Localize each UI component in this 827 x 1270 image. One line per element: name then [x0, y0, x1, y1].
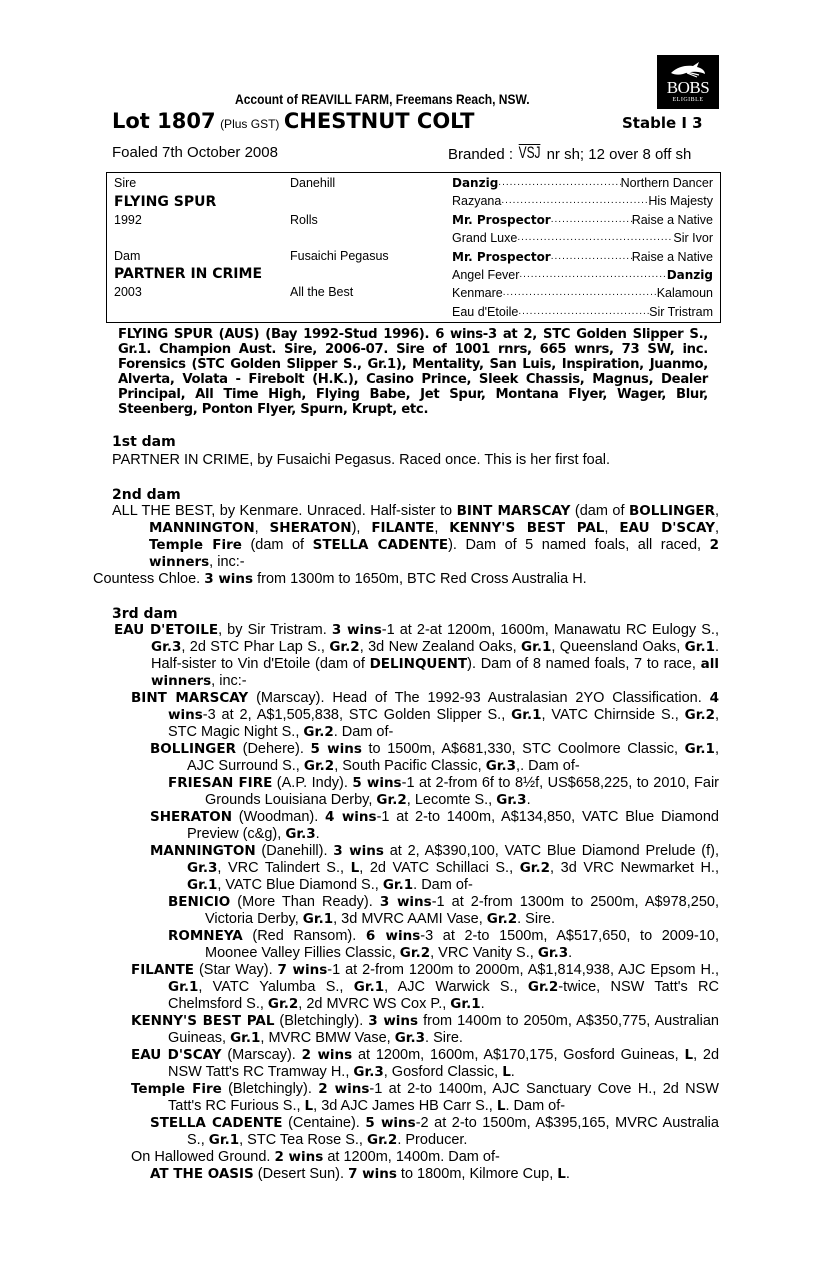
dot-leader [551, 248, 632, 266]
entry-text: -1 at 2-from 1200m to 2000m, A$1,814,938, AJC Epsom H., [327, 962, 719, 978]
entry-text: , 2d NSW Tatt's RC Tramway H., [168, 1047, 720, 1080]
ancestor-sire-name: His Majesty [648, 194, 713, 209]
entry-text: . Dam of- [413, 877, 473, 893]
highlighted-name: KENNY'S BEST PAL [131, 1013, 275, 1029]
pedigree-entry [131, 1149, 719, 1166]
grandsire-2: Fusaichi Pegasus [290, 249, 389, 263]
entry-text: . [526, 792, 531, 808]
entry-text: , 2d VATC Schillaci S., [359, 860, 520, 876]
entry-text: to 1500m, A$681,330, STC Coolmore Classic, [361, 741, 685, 757]
entry-text: to 1800m, Kilmore Cup, [396, 1166, 558, 1182]
entry-text: , 2d STC Phar Lap S., [181, 639, 330, 655]
highlighted-name: all winners [151, 656, 719, 689]
pedigree-entry [150, 741, 719, 775]
entry-text: , MVRC BMW Vase, [260, 1030, 395, 1046]
highlighted-name: 2 winners [149, 537, 719, 570]
entry-text: . [480, 996, 485, 1012]
highlighted-name: Gr.3 [285, 826, 316, 842]
entry-text: -2 at 2-to 1500m, A$395,165, MVRC Australia S., [187, 1115, 719, 1148]
pedigree-ancestor-row [452, 229, 713, 247]
highlighted-name: Gr.3 [151, 639, 182, 655]
highlighted-name: 2 wins [301, 1047, 353, 1063]
entry-text: . Half-sister to Vin d'Etoile (dam of [151, 639, 719, 672]
ancestor-sire-name: Raise a Native [631, 249, 713, 264]
entry-text: (Bletchingly). [221, 1081, 319, 1097]
ancestor-name: Razyana [452, 194, 502, 209]
dot-leader [519, 266, 666, 284]
highlighted-name: SHERATON [150, 809, 233, 825]
entry-text: . [565, 1166, 570, 1182]
highlighted-name: Gr.3 [537, 945, 569, 961]
sire-name: FLYING SPUR [114, 194, 217, 210]
highlighted-name: DELINQUENT [369, 656, 468, 672]
entry-text: at 1200m, 1400m. Dam of- [323, 1149, 500, 1165]
sire-label: Sire [114, 176, 137, 190]
second-dam-heading: 2nd dam [112, 487, 181, 503]
entry-text: -1 at 2-to 1400m, A$134,850, VATC Blue Diamond Preview (c&g), [187, 809, 719, 842]
highlighted-name: SHERATON [269, 520, 352, 536]
entry-text: at 1200m, 1600m, A$170,175, Gosford Guineas, [352, 1047, 685, 1063]
highlighted-name: EAU D'ETOILE [114, 622, 219, 638]
entry-text: . [510, 1064, 515, 1080]
entry-text: , Gosford Classic, [383, 1064, 503, 1080]
highlighted-name: BOLLINGER [150, 741, 236, 757]
pedigree-entry [168, 894, 719, 928]
highlighted-name: FILANTE [131, 962, 195, 978]
highlighted-name: FILANTE [371, 520, 435, 536]
lot-description: CHESTNUT COLT [283, 109, 475, 133]
entry-text: ALL THE BEST, by Kenmare. Unraced. Half-sister to [112, 503, 457, 519]
dot-leader [518, 303, 649, 321]
highlighted-name: 7 wins [277, 962, 328, 978]
highlighted-name: 6 wins [365, 928, 421, 944]
third-dam-heading: 3rd dam [112, 606, 178, 622]
highlighted-name: Gr.2 [303, 758, 335, 774]
entry-text: , inc:- [211, 673, 247, 689]
highlighted-name: 4 wins [168, 690, 719, 723]
entry-text: , 3d MVRC AAMI Vase, [333, 911, 487, 927]
highlighted-name: Gr.2 [366, 1132, 398, 1148]
entry-text: , Queensland Oaks, [551, 639, 685, 655]
ancestor-sire-name: Northern Dancer [620, 176, 713, 190]
plus-gst-note: (Plus GST) [220, 117, 280, 131]
highlighted-name: Gr.2 [376, 792, 407, 808]
pedigree-table [106, 172, 721, 323]
entry-text: , VATC Chirnside S., [541, 707, 685, 723]
entry-text: (Bletchingly). [274, 1013, 369, 1029]
entry-text: , 3d AJC James HB Carr S., [313, 1098, 497, 1114]
entry-text: ). Dam of 8 named foals, 7 to race, [467, 656, 701, 672]
entry-text: ), [351, 520, 372, 536]
highlighted-name: EAU D'SCAY [619, 520, 715, 536]
ancestor-name: Angel Fever [452, 268, 520, 282]
entry-text: (More Than Ready). [230, 894, 380, 910]
dot-leader [501, 192, 648, 210]
entry-text: (Desert Sun). [253, 1166, 349, 1182]
entry-text: , South Pacific Classic, [334, 758, 486, 774]
pedigree-entry [131, 1081, 719, 1115]
bobs-eligible-logo [657, 55, 719, 109]
highlighted-name: MANNINGTON [150, 843, 256, 859]
pedigree-entry [131, 1013, 719, 1047]
entry-text: , STC Magic Night S., [168, 707, 719, 740]
entry-text: (Danehill). [255, 843, 334, 859]
dot-leader [517, 229, 673, 247]
entry-text: . Producer. [397, 1132, 468, 1148]
highlighted-name: Gr.3 [353, 1064, 384, 1080]
highlighted-name: Gr.1 [353, 979, 385, 995]
entry-text: -1 at 2-at 1200m, 1600m, Manawatu RC Eulogy S., [381, 622, 719, 638]
highlighted-name: STELLA CADENTE [150, 1115, 283, 1131]
branded-label: Branded : [448, 146, 514, 163]
highlighted-name: L [304, 1098, 314, 1114]
logo-subtitle: ELIGIBLE [672, 97, 704, 103]
entry-text: (Red Ransom). [242, 928, 366, 944]
highlighted-name: STELLA CADENTE [312, 537, 449, 553]
highlighted-name: Gr.2 [519, 860, 551, 876]
highlighted-name: L [557, 1166, 566, 1182]
highlighted-name: 5 wins [310, 741, 362, 757]
dot-leader [498, 174, 620, 192]
highlighted-name: Gr.2 [329, 639, 360, 655]
pedigree-ancestor-row [452, 266, 713, 284]
entry-text: (Marscay). [221, 1047, 302, 1063]
highlighted-name: BINT MARSCAY [131, 690, 249, 706]
entry-text: On Hallowed Ground. [131, 1149, 275, 1165]
entry-text: (Dehere). [236, 741, 311, 757]
highlighted-name: 3 wins [331, 622, 382, 638]
entry-text: , 3d VRC Newmarket H., [550, 860, 719, 876]
dot-leader [503, 284, 657, 302]
highlighted-name: Gr.2 [684, 707, 715, 723]
highlighted-name: AT THE OASIS [150, 1166, 254, 1182]
pedigree-entry [168, 775, 719, 809]
highlighted-name: L [350, 860, 360, 876]
highlighted-name: 5 wins [365, 1115, 416, 1131]
highlighted-name: Gr.2 [486, 911, 518, 927]
pedigree-entry [112, 503, 719, 571]
highlighted-name: 3 wins [379, 894, 432, 910]
bobs-horse-logo-icon [669, 59, 707, 79]
ancestor-name: Danzig [452, 176, 499, 190]
entry-text: . Sire. [517, 911, 555, 927]
highlighted-name: MANNINGTON [149, 520, 255, 536]
highlighted-name: Gr.1 [230, 1030, 261, 1046]
highlighted-name: BINT MARSCAY [456, 503, 571, 519]
entry-text: (Centaine). [282, 1115, 366, 1131]
pedigree-ancestor-row [452, 211, 713, 229]
highlighted-name: L [502, 1064, 511, 1080]
entry-text: Countess Chloe. [93, 571, 205, 587]
highlighted-name: Gr.2 [267, 996, 299, 1012]
entry-text: -1 at 2-from 6f to 8½f, US$658,225, to 2010, Fair Grounds Louisiana Derby, [205, 775, 719, 808]
entry-text: , [714, 503, 720, 519]
entry-text: (Star Way). [194, 962, 278, 978]
entry-text: ,. Dam of- [516, 758, 580, 774]
entry-text: , 2d MVRC WS Cox P., [298, 996, 451, 1012]
entry-text: -twice, NSW Tatt's RC Chelmsford S., [168, 979, 719, 1012]
pedigree-entry [114, 622, 719, 690]
highlighted-name: ROMNEYA [168, 928, 243, 944]
entry-text: , 3d New Zealand Oaks, [359, 639, 522, 655]
account-line: Account of REAVILL FARM, Freemans Reach, NSW. [235, 91, 530, 107]
pedigree-entry [131, 962, 719, 1013]
dam-name: PARTNER IN CRIME [114, 266, 263, 282]
logo-title: BOBS [666, 78, 710, 97]
dam-label: Dam [114, 249, 141, 263]
ancestor-sire-name: Raise a Native [631, 212, 713, 227]
entry-text: , [714, 520, 720, 536]
granddam-1: Rolls [290, 213, 318, 227]
ancestor-name: Mr. Prospector [452, 212, 551, 227]
highlighted-name: Gr.3 [187, 860, 218, 876]
entry-text: (dam of [241, 537, 313, 553]
entry-text: . [315, 826, 320, 842]
entry-text: , [254, 520, 270, 536]
highlighted-name: Gr.3 [496, 792, 527, 808]
highlighted-name: BENICIO [168, 894, 231, 910]
highlighted-name: Gr.1 [187, 877, 218, 893]
highlighted-name: Gr.1 [684, 741, 715, 757]
pedigree-ancestor-row [452, 192, 713, 210]
entry-text: (Woodman). [232, 809, 326, 825]
granddam-2: All the Best [290, 285, 354, 299]
highlighted-name: BOLLINGER [628, 503, 715, 519]
lot-number: Lot 1807 [112, 109, 216, 133]
highlighted-name: 4 wins [325, 809, 377, 825]
ancestor-name: Eau d'Etoile [452, 304, 519, 319]
entry-text: , [434, 520, 450, 536]
entry-text: . [568, 945, 573, 961]
pedigree-entry [150, 809, 719, 843]
entry-text: . Dam of- [333, 724, 394, 740]
highlighted-name: FRIESAN FIRE [168, 775, 273, 791]
ancestor-name: Kenmare [452, 286, 503, 301]
dot-leader [551, 211, 632, 229]
pedigree-entry [150, 1166, 719, 1183]
entry-text: -3 at 2-to 1500m, A$517,650, to 2009-10, Moonee Valley Fillies Classic, [205, 928, 719, 961]
pedigree-entry [131, 690, 719, 741]
highlighted-name: Temple Fire [149, 537, 242, 553]
pedigree-ancestor-row [452, 284, 713, 302]
highlighted-name: KENNY'S BEST PAL [449, 520, 605, 536]
entry-text: , inc:- [209, 554, 245, 570]
entry-text: , VATC Yalumba S., [198, 979, 354, 995]
highlighted-name: Gr.3 [485, 758, 517, 774]
ancestor-sire-name: Sir Ivor [673, 231, 713, 246]
highlighted-name: L [496, 1098, 506, 1114]
entry-text: (A.P. Indy). [272, 775, 353, 791]
pedigree-entry [150, 843, 719, 894]
entry-text: ). Dam of 5 named foals, all raced, [448, 537, 710, 553]
pedigree-ancestor-row [452, 248, 713, 266]
pedigree-entry [150, 1115, 719, 1149]
highlighted-name: L [684, 1047, 694, 1063]
entry-text: , by Sir Tristram. [218, 622, 332, 638]
highlighted-name: 3 wins [368, 1013, 419, 1029]
pedigree-ancestor-row [452, 303, 713, 321]
highlighted-name: 7 wins [348, 1166, 397, 1182]
entry-text: , VRC Talindert S., [217, 860, 351, 876]
entry-text: , [604, 520, 620, 536]
ancestor-sire-name: Danzig [666, 268, 713, 282]
ancestor-name: Mr. Prospector [452, 249, 551, 264]
ancestor-sire-name: Sir Tristram [649, 304, 713, 319]
highlighted-name: Gr.1 [208, 1132, 240, 1148]
ancestor-sire-name: Kalamoun [656, 286, 713, 301]
branded-details: nr sh; 12 over 8 off sh [546, 146, 692, 163]
highlighted-name: Gr.1 [382, 877, 414, 893]
foaled-date: Foaled 7th October 2008 [112, 144, 278, 161]
highlighted-name: 3 wins [204, 571, 254, 587]
dam-year: 2003 [114, 285, 142, 299]
lot-line [112, 109, 474, 133]
branded-info [448, 144, 691, 163]
entry-text: (dam of [570, 503, 629, 519]
sire-year: 1992 [114, 213, 142, 227]
entry-text: from 1300m to 1650m, BTC Red Cross Australia H. [253, 571, 587, 587]
brand-mark-icon: VSJ [518, 143, 541, 162]
highlighted-name: EAU D'SCAY [131, 1047, 222, 1063]
highlighted-name: Gr.2 [399, 945, 431, 961]
pedigree-entry [93, 571, 719, 588]
highlighted-name: 5 wins [352, 775, 402, 791]
entry-text: -1 at 2-from 1300m to 2500m, A$978,250, Victoria Derby, [205, 894, 719, 927]
entry-text: from 1400m to 2050m, A$350,775, Australian Guineas, [168, 1013, 719, 1046]
highlighted-name: Gr.3 [394, 1030, 426, 1046]
entry-text: , AJC Surround S., [187, 741, 719, 774]
highlighted-name: Gr.1 [168, 979, 199, 995]
entry-text: (Marscay). Head of The 1992-93 Australasian 2YO Classification. [248, 690, 710, 706]
highlighted-name: Gr.1 [521, 639, 552, 655]
entry-text: , Lecomte S., [406, 792, 497, 808]
entry-text: -1 at 2-to 1400m, AJC Sanctuary Cove H., 2d NSW Tatt's RC Furious S., [168, 1081, 719, 1114]
sire-bio: FLYING SPUR (AUS) (Bay 1992-Stud 1996). 6 wins-3 at 2, STC Golden Slipper S., Gr.1. Champion Aust. Sire, 2006-07. Sire of 1001 rnrs, 665 wnrs, 73 SW, inc. Forensics (STC Golden Slipper S., Gr.1), Mentality, San Luis, Inspiration, Juanmo, Alverta, Volata - Firebolt (H.K.), Casino Prince, Sleek Chassis, Magnus, Dealer Principal, All Time High, Flying Babe, Jet Spur, Montana Flyer, Wager, Blur, Steenberg, Ponton Flyer, Spurn, Krupt, etc. [118, 327, 708, 417]
entry-text: , VRC Vanity S., [430, 945, 538, 961]
highlighted-name: Temple Fire [131, 1081, 222, 1097]
pedigree-entry [131, 1047, 719, 1081]
highlighted-name: Gr.1 [684, 639, 715, 655]
first-dam-heading: 1st dam [112, 434, 176, 450]
highlighted-name: 3 wins [333, 843, 384, 859]
pedigree-entry [168, 928, 719, 962]
grandsire-1: Danehill [290, 176, 336, 190]
entry-text: , VATC Blue Diamond S., [217, 877, 383, 893]
ancestor-name: Grand Luxe [452, 231, 518, 246]
entry-text: , AJC Warwick S., [384, 979, 528, 995]
highlighted-name: 2 wins [274, 1149, 324, 1165]
entry-text: at 2, A$390,100, VATC Blue Diamond Prelude (f), [383, 843, 720, 859]
entry-text: . Dam of- [505, 1098, 566, 1114]
entry-text: , STC Tea Rose S., [239, 1132, 367, 1148]
first-dam-text: PARTNER IN CRIME, by Fusaichi Pegasus. Raced once. This is her first foal. [112, 452, 611, 468]
entry-text: . Sire. [425, 1030, 463, 1046]
highlighted-name: Gr.1 [511, 707, 542, 723]
stable-location: Stable I 3 [622, 114, 703, 132]
highlighted-name: Gr.1 [302, 911, 334, 927]
entry-text: -3 at 2, A$1,505,838, STC Golden Slipper S., [202, 707, 512, 723]
highlighted-name: Gr.1 [450, 996, 481, 1012]
highlighted-name: Gr.2 [527, 979, 559, 995]
highlighted-name: 2 wins [318, 1081, 370, 1097]
highlighted-name: Gr.2 [303, 724, 334, 740]
pedigree-ancestor-row [452, 174, 713, 192]
